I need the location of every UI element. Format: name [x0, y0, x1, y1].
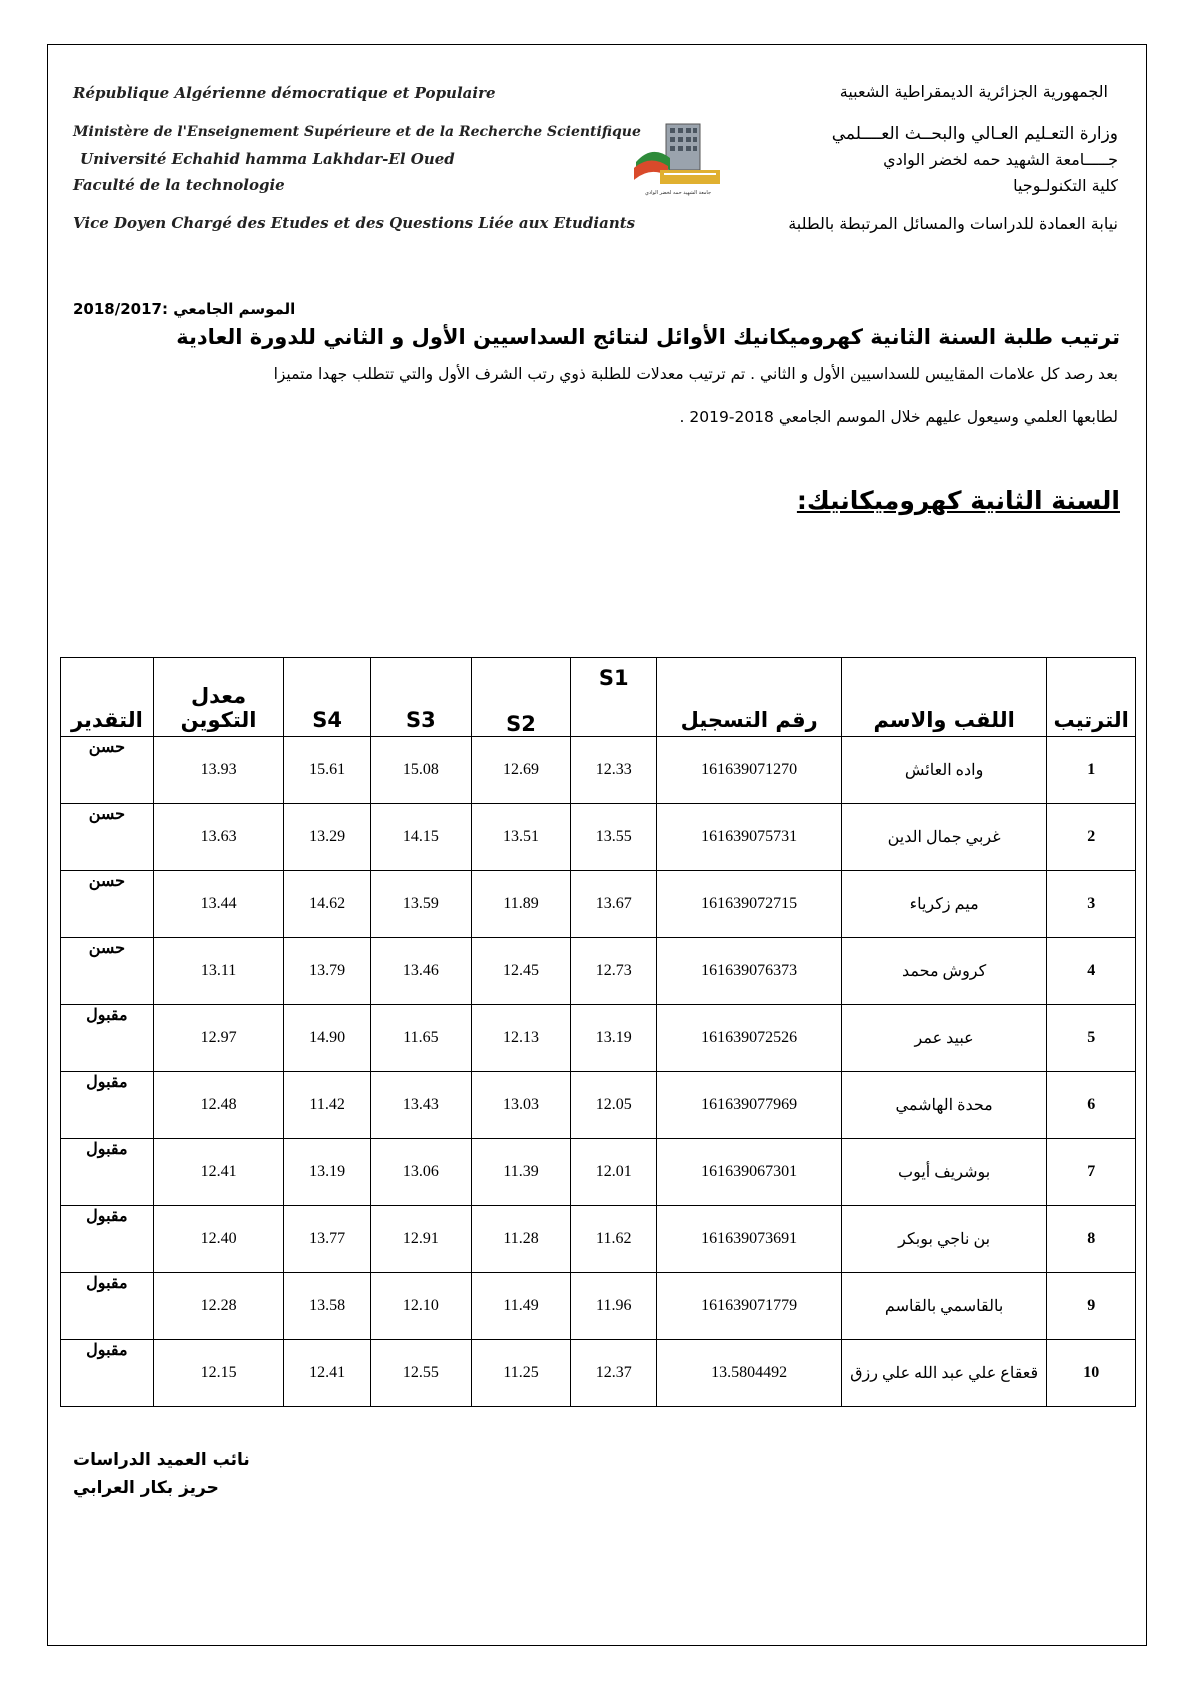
table-row	[61, 871, 1136, 938]
s2-cell: 11.39	[471, 1139, 570, 1206]
table-header-row	[61, 658, 1136, 737]
s4-cell: 14.62	[284, 871, 370, 938]
fr-faculty: Faculté de la technologie	[73, 176, 285, 194]
s1-cell: 13.55	[571, 804, 657, 871]
table-row	[61, 1206, 1136, 1273]
s4-cell: 13.19	[284, 1139, 370, 1206]
registration-cell: 13.5804492	[657, 1340, 841, 1407]
average-cell: 12.15	[153, 1340, 284, 1407]
registration-cell: 161639077969	[657, 1072, 841, 1139]
registration-cell: 161639072526	[657, 1005, 841, 1072]
registration-cell: 161639067301	[657, 1139, 841, 1206]
logo-caption: جامعة الشهيد حمه لخضر الوادي	[644, 190, 712, 196]
university-logo	[630, 118, 726, 198]
s2-cell: 13.51	[471, 804, 570, 871]
table-body	[61, 737, 1136, 1407]
rank-cell: 1	[1047, 737, 1136, 804]
signature-name: حريز بكار العرابي	[73, 1478, 219, 1498]
s3-cell: 13.06	[370, 1139, 471, 1206]
s3-cell: 13.46	[370, 938, 471, 1005]
s1-cell: 11.96	[571, 1273, 657, 1340]
registration-cell: 161639072715	[657, 871, 841, 938]
s3-cell: 11.65	[370, 1005, 471, 1072]
s3-cell: 13.43	[370, 1072, 471, 1139]
rank-cell: 7	[1047, 1139, 1136, 1206]
table-row	[61, 1072, 1136, 1139]
rank-cell: 4	[1047, 938, 1136, 1005]
header-name: اللقب والاسم	[841, 658, 1047, 737]
s2-cell: 11.25	[471, 1340, 570, 1407]
grade-cell: مقبول	[61, 1273, 154, 1340]
name-cell: قعقاع علي عبد الله علي رزق	[841, 1340, 1047, 1407]
results-table	[60, 657, 1136, 1407]
s3-cell: 12.91	[370, 1206, 471, 1273]
ar-republic: الجمهورية الجزائرية الديمقراطية الشعبية	[839, 82, 1108, 101]
registration-cell: 161639076373	[657, 938, 841, 1005]
page-title: ترتيب طلبة السنة الثانية كهروميكانيك الأوائل لنتائج السداسيين الأول و الثاني للدورة العادية	[176, 325, 1120, 349]
grade-cell: مقبول	[61, 1206, 154, 1273]
intro-line-2: لطابعها العلمي وسيعول عليهم خلال الموسم الجامعي 2018-2019 .	[679, 408, 1118, 426]
grade-cell: مقبول	[61, 1005, 154, 1072]
s4-cell: 13.29	[284, 804, 370, 871]
s3-cell: 15.08	[370, 737, 471, 804]
header-average	[153, 658, 284, 737]
ar-ministry: وزارة التعـليم العـالي والبحــث العــــلمي	[831, 124, 1118, 144]
name-cell: واده العائش	[841, 737, 1047, 804]
s4-cell: 13.79	[284, 938, 370, 1005]
s3-cell: 12.55	[370, 1340, 471, 1407]
name-cell: بالقاسمي بالقاسم	[841, 1273, 1047, 1340]
s1-cell: 12.37	[571, 1340, 657, 1407]
name-cell: عبيد عمر	[841, 1005, 1047, 1072]
s4-cell: 14.90	[284, 1005, 370, 1072]
table-row	[61, 737, 1136, 804]
grade-cell: حسن	[61, 871, 154, 938]
s3-cell: 12.10	[370, 1273, 471, 1340]
average-cell: 13.44	[153, 871, 284, 938]
fr-republic: République Algérienne démocratique et Populaire	[73, 84, 496, 102]
header-average-line1: معدل	[190, 684, 247, 708]
s1-cell: 12.01	[571, 1139, 657, 1206]
grade-cell: مقبول	[61, 1340, 154, 1407]
header-s3: S3	[370, 658, 471, 737]
header-s2: S2	[471, 658, 570, 737]
s4-cell: 13.58	[284, 1273, 370, 1340]
fr-ministry: Ministère de l'Enseignement Supérieure et de la Recherche Scientifique	[73, 124, 641, 140]
rank-cell: 5	[1047, 1005, 1136, 1072]
registration-cell: 161639071779	[657, 1273, 841, 1340]
registration-cell: 161639075731	[657, 804, 841, 871]
name-cell: ميم زكرياء	[841, 871, 1047, 938]
header-s4: S4	[284, 658, 370, 737]
rank-cell: 6	[1047, 1072, 1136, 1139]
table-row	[61, 1273, 1136, 1340]
name-cell: كروش محمد	[841, 938, 1047, 1005]
name-cell: غربي جمال الدين	[841, 804, 1047, 871]
table-row	[61, 1005, 1136, 1072]
s2-cell: 12.45	[471, 938, 570, 1005]
s1-cell: 12.73	[571, 938, 657, 1005]
s3-cell: 13.59	[370, 871, 471, 938]
registration-cell: 161639073691	[657, 1206, 841, 1273]
signature-title: نائب العميد الدراسات	[73, 1450, 250, 1470]
section-title: السنة الثانية كهروميكانيك:	[796, 486, 1120, 515]
header-registration: رقم التسجيل	[657, 658, 841, 737]
s2-cell: 11.28	[471, 1206, 570, 1273]
s1-cell: 12.33	[571, 737, 657, 804]
average-cell: 12.48	[153, 1072, 284, 1139]
average-cell: 12.97	[153, 1005, 284, 1072]
rank-cell: 9	[1047, 1273, 1136, 1340]
table-row	[61, 804, 1136, 871]
s1-cell: 12.05	[571, 1072, 657, 1139]
grade-cell: مقبول	[61, 1139, 154, 1206]
s2-cell: 12.69	[471, 737, 570, 804]
s3-cell: 14.15	[370, 804, 471, 871]
ar-faculty: كلية التكنولـوجيا	[1013, 176, 1118, 195]
average-cell: 12.40	[153, 1206, 284, 1273]
average-cell: 13.11	[153, 938, 284, 1005]
average-cell: 12.28	[153, 1273, 284, 1340]
average-cell: 13.63	[153, 804, 284, 871]
grade-cell: حسن	[61, 804, 154, 871]
registration-cell: 161639071270	[657, 737, 841, 804]
s4-cell: 15.61	[284, 737, 370, 804]
header-s1: S1	[571, 658, 657, 737]
grade-cell: مقبول	[61, 1072, 154, 1139]
fr-vice-dean: Vice Doyen Chargé des Etudes et des Questions Liée aux Etudiants	[73, 214, 636, 232]
name-cell: بوشريف أيوب	[841, 1139, 1047, 1206]
table-row	[61, 1340, 1136, 1407]
s4-cell: 12.41	[284, 1340, 370, 1407]
s2-cell: 13.03	[471, 1072, 570, 1139]
grade-cell: حسن	[61, 737, 154, 804]
s2-cell: 11.49	[471, 1273, 570, 1340]
ar-vice-dean: نيابة العمادة للدراسات والمسائل المرتبطة بالطلبة	[788, 214, 1118, 233]
rank-cell: 2	[1047, 804, 1136, 871]
s1-cell: 11.62	[571, 1206, 657, 1273]
s4-cell: 11.42	[284, 1072, 370, 1139]
rank-cell: 3	[1047, 871, 1136, 938]
table-row	[61, 938, 1136, 1005]
name-cell: محدة الهاشمي	[841, 1072, 1047, 1139]
s4-cell: 13.77	[284, 1206, 370, 1273]
s2-cell: 11.89	[471, 871, 570, 938]
rank-cell: 10	[1047, 1340, 1136, 1407]
header-grade: التقدير	[61, 658, 154, 737]
academic-season: الموسم الجامعي :2018/2017	[73, 300, 296, 318]
s1-cell: 13.67	[571, 871, 657, 938]
average-cell: 12.41	[153, 1139, 284, 1206]
fr-university: Université Echahid hamma Lakhdar-El Oued	[80, 150, 455, 168]
header-rank: الترتيب	[1047, 658, 1136, 737]
name-cell: بن ناجي بوبكر	[841, 1206, 1047, 1273]
intro-line-1: بعد رصد كل علامات المقاييس للسداسيين الأول و الثاني . تم ترتيب معدلات للطلبة ذوي رتب الشرف الأول والتي تتطلب جهدا متميزا	[273, 365, 1118, 383]
grade-cell: حسن	[61, 938, 154, 1005]
rank-cell: 8	[1047, 1206, 1136, 1273]
s1-cell: 13.19	[571, 1005, 657, 1072]
header-average-line2: التكوين	[180, 708, 257, 732]
table-row	[61, 1139, 1136, 1206]
average-cell: 13.93	[153, 737, 284, 804]
s2-cell: 12.13	[471, 1005, 570, 1072]
ar-university: جـــــامعة الشهيد حمه لخضر الوادي	[883, 150, 1118, 169]
